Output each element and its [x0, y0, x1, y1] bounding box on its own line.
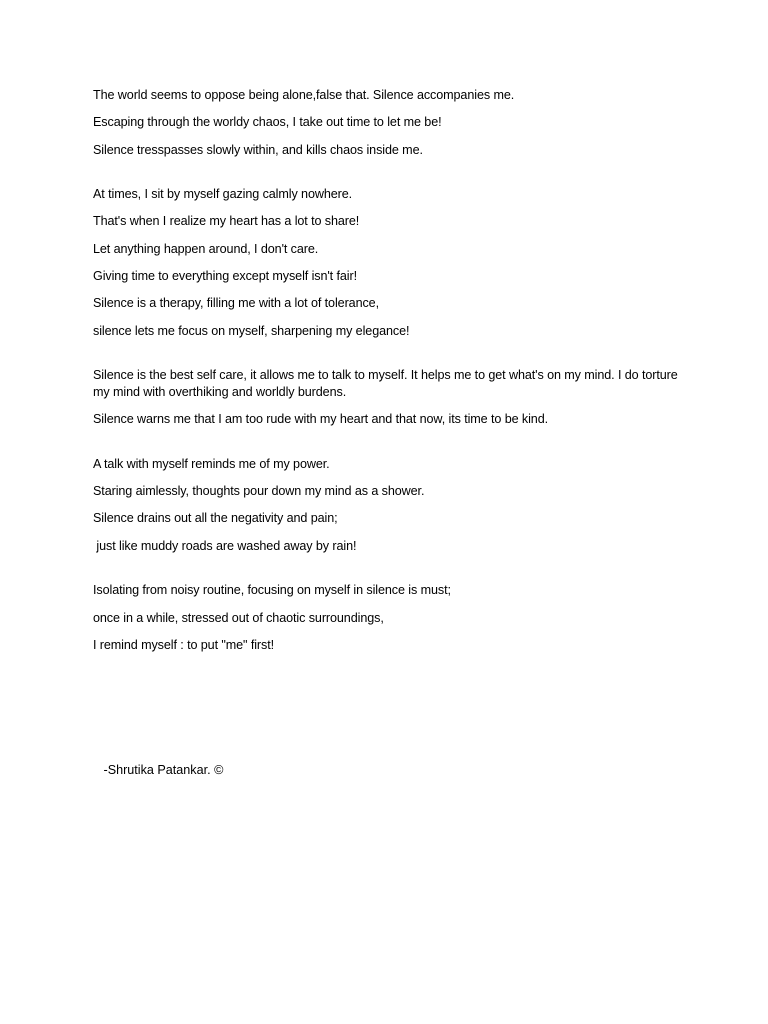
poem-line: That's when I realize my heart has a lot to share! — [93, 214, 360, 229]
poem-line: The world seems to oppose being alone,false that. Silence accompanies me. — [93, 88, 515, 102]
stanza-3 — [93, 367, 678, 428]
stanza-2 — [93, 186, 678, 339]
poem-line: Giving time to everything except myself isn't fair! — [93, 268, 357, 283]
poem-line: Escaping through the worldy chaos, I take out time to let me be! — [93, 115, 442, 130]
poem-line: Silence tresspasses slowly within, and kills chaos inside me. — [93, 142, 423, 157]
poem-line: A talk with myself reminds me of my power. — [93, 456, 330, 471]
poem-line: Staring aimlessly, thoughts pour down my mind as a shower. — [93, 484, 425, 499]
author-signature: -Shrutika Patankar. © — [93, 763, 224, 777]
poem-body — [93, 87, 678, 681]
poem-line: once in a while, stressed out of chaotic surroundings, — [93, 610, 384, 625]
poem-line: silence lets me focus on myself, sharpening my elegance! — [93, 323, 410, 338]
stanza-1 — [93, 87, 678, 159]
poem-line: At times, I sit by myself gazing calmly nowhere. — [93, 187, 353, 202]
stanza-4 — [93, 456, 678, 555]
poem-line: Isolating from noisy routine, focusing on myself in silence is must; — [93, 583, 451, 598]
poem-line: I remind myself : to put "me" first! — [93, 637, 275, 652]
poem-line: Silence drains out all the negativity and pain; — [93, 511, 338, 526]
stanza-5 — [93, 582, 678, 654]
poem-line: just like muddy roads are washed away by rain! — [93, 538, 357, 553]
poem-line: Let anything happen around, I don't care. — [93, 241, 319, 256]
poem-line: Silence is the best self care, it allows me to talk to myself. It helps me to get what's on my mind. I do torture my mind with overthiking and worldly burdens. — [93, 368, 678, 400]
poem-line: Silence warns me that I am too rude with my heart and that now, its time to be kind. — [93, 412, 548, 427]
poem-line: Silence is a therapy, filling me with a lot of tolerance, — [93, 296, 379, 311]
